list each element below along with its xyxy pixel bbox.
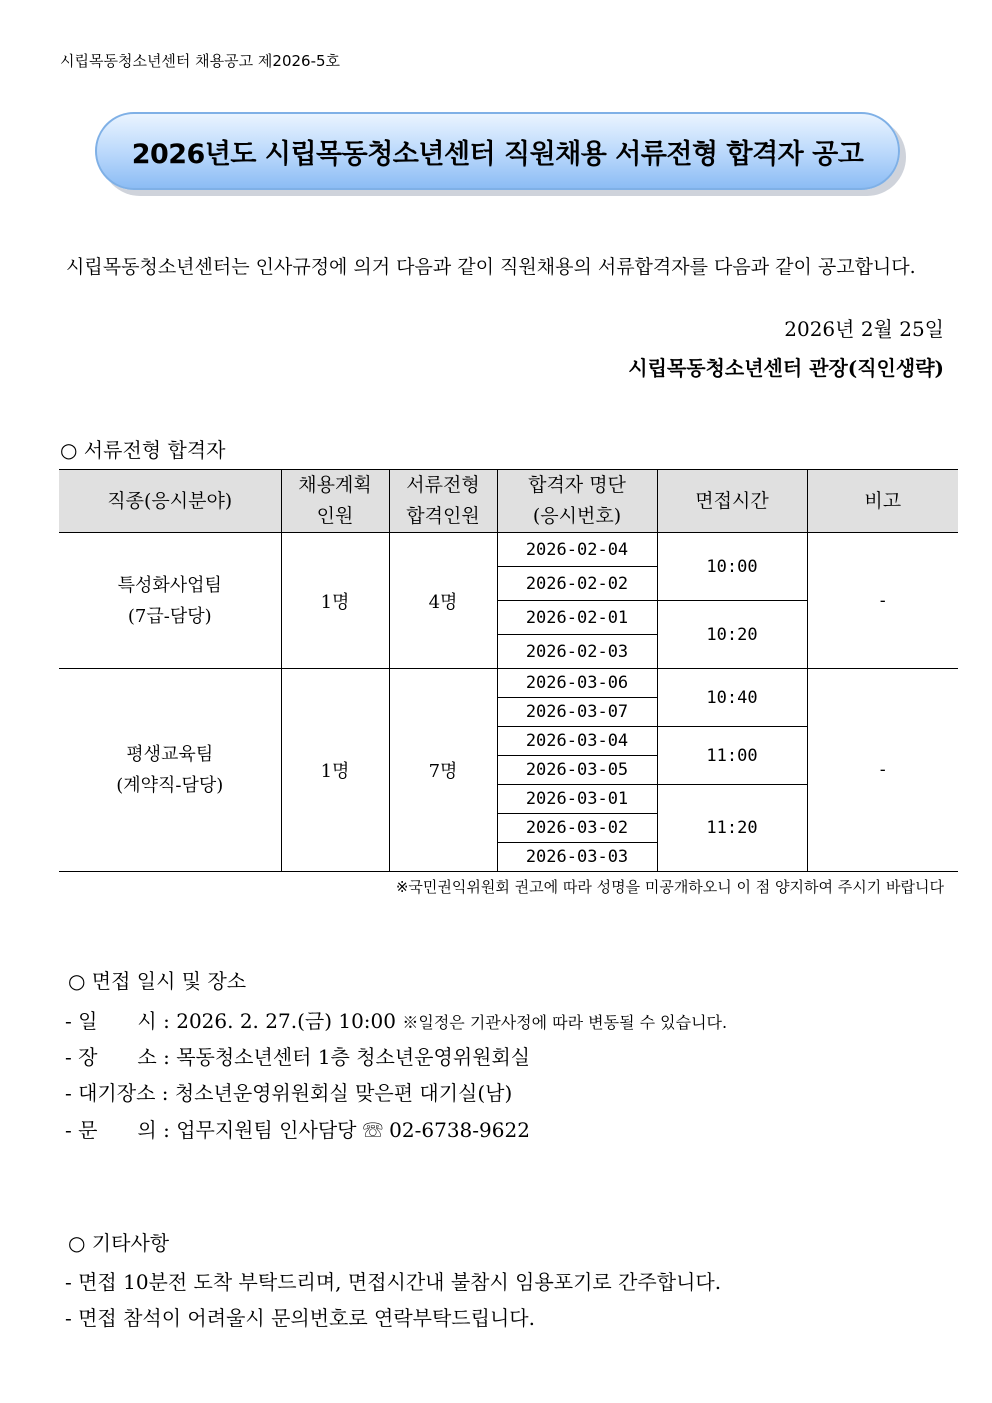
interview-date-line <box>65 1005 727 1034</box>
job-grade: (7급-담당) <box>127 605 212 627</box>
line-label: - 대기장소 : <box>65 1081 175 1105</box>
header-pass-line1: 서류전형 <box>406 474 480 496</box>
waiting-place-line <box>65 1077 512 1106</box>
issuer: 시립목동청소년센터 관장(직인생략) <box>628 356 944 380</box>
title-banner <box>95 112 900 190</box>
results-table <box>59 469 958 872</box>
interview-place-line <box>65 1041 530 1070</box>
announcement-date: 2026년 2월 25일 <box>784 317 944 341</box>
table-row <box>59 533 958 567</box>
table-header-row <box>59 470 958 533</box>
header-plan-line1: 채용계획 <box>298 474 372 496</box>
applicant-id: 2026-03-04 <box>497 727 657 756</box>
header-list <box>497 470 657 533</box>
applicant-id: 2026-03-05 <box>497 756 657 785</box>
page-title: 2026년도 시립목동청소년센터 직원채용 서류전형 합격자 공고 <box>131 138 864 170</box>
header-pass <box>389 470 497 533</box>
other-line: - 면접 참석이 어려울시 문의번호로 연락부탁드립니다. <box>65 1306 535 1330</box>
pass-count: 4명 <box>389 533 497 669</box>
header-plan-line2: 인원 <box>316 505 354 527</box>
applicant-id: 2026-03-03 <box>497 843 657 872</box>
line-value: 청소년운영위원회실 맞은편 대기실(남) <box>174 1081 513 1105</box>
table-row <box>59 669 958 698</box>
note-cell: - <box>807 669 958 872</box>
header-job: 직종(응시분야) <box>59 470 281 533</box>
applicant-id: 2026-02-01 <box>497 601 657 635</box>
header-plan <box>281 470 389 533</box>
header-note: 비고 <box>807 470 958 533</box>
applicant-id: 2026-02-03 <box>497 635 657 669</box>
interview-time: 10:00 <box>657 533 807 601</box>
interview-time: 10:40 <box>657 669 807 727</box>
job-name: 특성화사업팀 <box>117 574 222 596</box>
applicant-id: 2026-03-01 <box>497 785 657 814</box>
line-note: ※일정은 기관사정에 따라 변동될 수 있습니다. <box>402 1013 728 1032</box>
header-list-line2: (응시번호) <box>532 505 622 527</box>
applicant-id: 2026-03-06 <box>497 669 657 698</box>
section-title-results: ○ 서류전형 합격자 <box>60 438 226 462</box>
section-title-interview: ○ 면접 일시 및 장소 <box>68 969 247 993</box>
applicant-id: 2026-03-02 <box>497 814 657 843</box>
other-line: - 면접 10분전 도착 부탁드리며, 면접시간내 불참시 임용포기로 간주합니다. <box>65 1270 722 1294</box>
document-number: 시립목동청소년센터 채용공고 제2026-5호 <box>60 52 341 70</box>
note-cell: - <box>807 533 958 669</box>
job-cell <box>59 669 281 872</box>
section-title-other: ○ 기타사항 <box>68 1231 170 1255</box>
applicant-id: 2026-02-02 <box>497 567 657 601</box>
intro-paragraph <box>60 250 944 284</box>
line-label: - 일 시 : <box>65 1009 177 1033</box>
line-value: 2026. 2. 27.(금) 10:00 <box>176 1009 403 1033</box>
applicant-id: 2026-03-07 <box>497 698 657 727</box>
job-cell <box>59 533 281 669</box>
privacy-notice: ※국민권익위원회 권고에 따라 성명을 미공개하오니 이 점 양지하여 주시기 바랍니다 <box>395 878 944 896</box>
intro-text: 시립목동청소년센터는 인사규정에 의거 다음과 같이 직원채용의 서류합격자를 다음과 같이 공고합니다. <box>66 256 916 278</box>
plan-count: 1명 <box>281 533 389 669</box>
header-list-line1: 합격자 명단 <box>528 474 626 496</box>
contact-line <box>65 1114 530 1143</box>
line-value: 업무지원팀 인사담당 ☏ 02-6738-9622 <box>176 1118 530 1142</box>
plan-count: 1명 <box>281 669 389 872</box>
pass-count: 7명 <box>389 669 497 872</box>
interview-time: 10:20 <box>657 601 807 669</box>
line-value: 목동청소년센터 1층 청소년운영위원회실 <box>176 1045 531 1069</box>
interview-time: 11:20 <box>657 785 807 872</box>
job-name: 평생교육팀 <box>126 744 214 765</box>
job-grade: (계약직-담당) <box>116 775 224 796</box>
interview-time: 11:00 <box>657 727 807 785</box>
header-pass-line2: 합격인원 <box>406 505 480 527</box>
header-time: 면접시간 <box>657 470 807 533</box>
line-label: - 문 의 : <box>65 1118 177 1142</box>
line-label: - 장 소 : <box>65 1045 177 1069</box>
applicant-id: 2026-02-04 <box>497 533 657 567</box>
